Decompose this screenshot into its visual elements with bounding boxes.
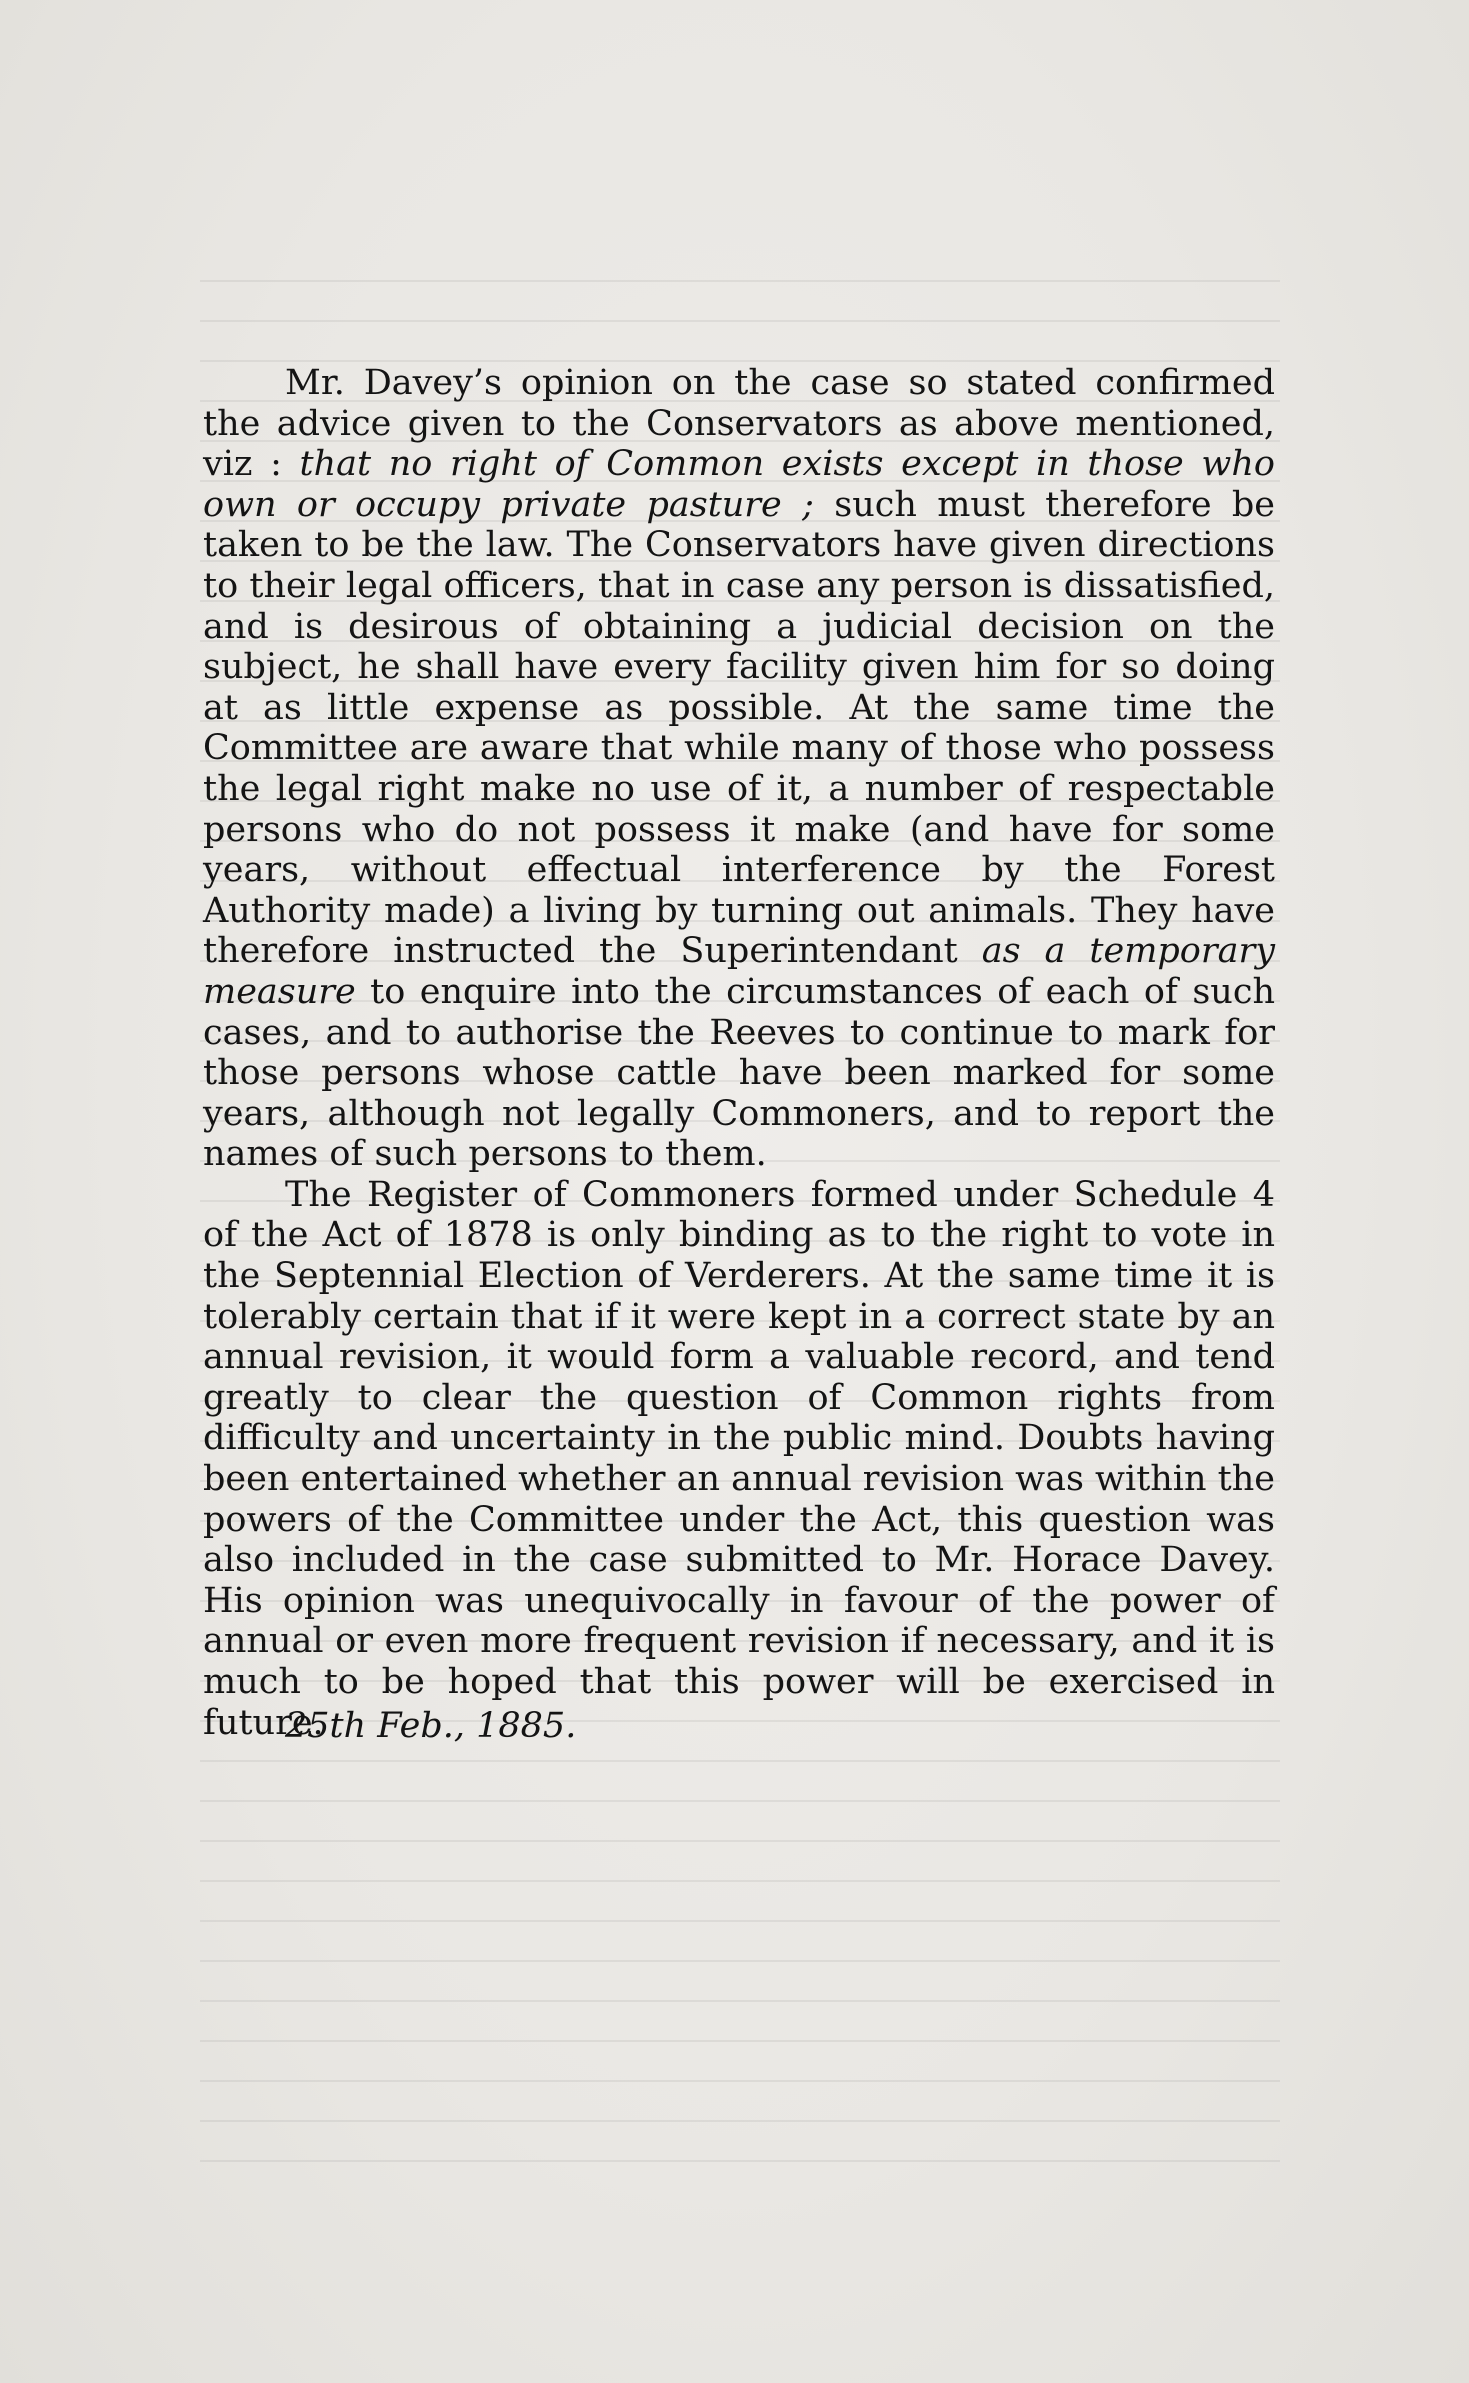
body-text [203, 363, 1275, 1743]
paragraph-1-middle: such must therefore be taken to be the law. The Conservators have given directions to their legal officers, that in case any person is dissatisfied, and is desirous of obtaining a judicial decision on the subject, he shall have every facility given him for so doing at as little expense as possible. At the same time the Committee are aware that while many of those who possess the legal right make no use of it, a number of respectable persons who do not possess it make (and have for some years, without effectual interference by the Forest Authority made) a living by turning out animals. They have therefore instructed the Superintendant [203, 484, 1275, 972]
paragraph-1 [203, 363, 1275, 1175]
paragraph-1-italic-temporary-measure: as a temporary measure [203, 931, 1275, 1012]
paragraph-1-intro: Mr. Davey’s opinion on the case so stated confirmed the advice given to the Conservators as above mentioned, viz : [203, 363, 1275, 485]
paragraph-1-ending: to enquire into the circumstances of each of such cases, and to authorise the Reeves to continue to mark for those persons whose cattle have been marked for some years, although not legally Commoners, and to report the names of such persons to them. [203, 971, 1275, 1175]
paragraph-1-italic-right-of-common: that no right of Common exists except in those who own or occupy private pasture ; [203, 444, 1275, 525]
document-date: 25th Feb., 1885. [285, 1706, 577, 1746]
paragraph-2: The Register of Commoners formed under Schedule 4 of the Act of 1878 is only binding as to the right to vote in the Septennial Election of Verderers. At the same time it is tolerably certain that if it were kept in a correct state by an annual revision, it would form a valuable record, and tend greatly to clear the question of Common rights from difficulty and uncertainty in the public mind. Doubts having been entertained whether an annual revision was within the powers of the Committee under the Act, this question was also included in the case submitted to Mr. Horace Davey. His opinion was unequivocally in favour of the power of annual or even more frequent revision if necessary, and it is much to be hoped that this power will be exercised in future. [203, 1174, 1275, 1743]
